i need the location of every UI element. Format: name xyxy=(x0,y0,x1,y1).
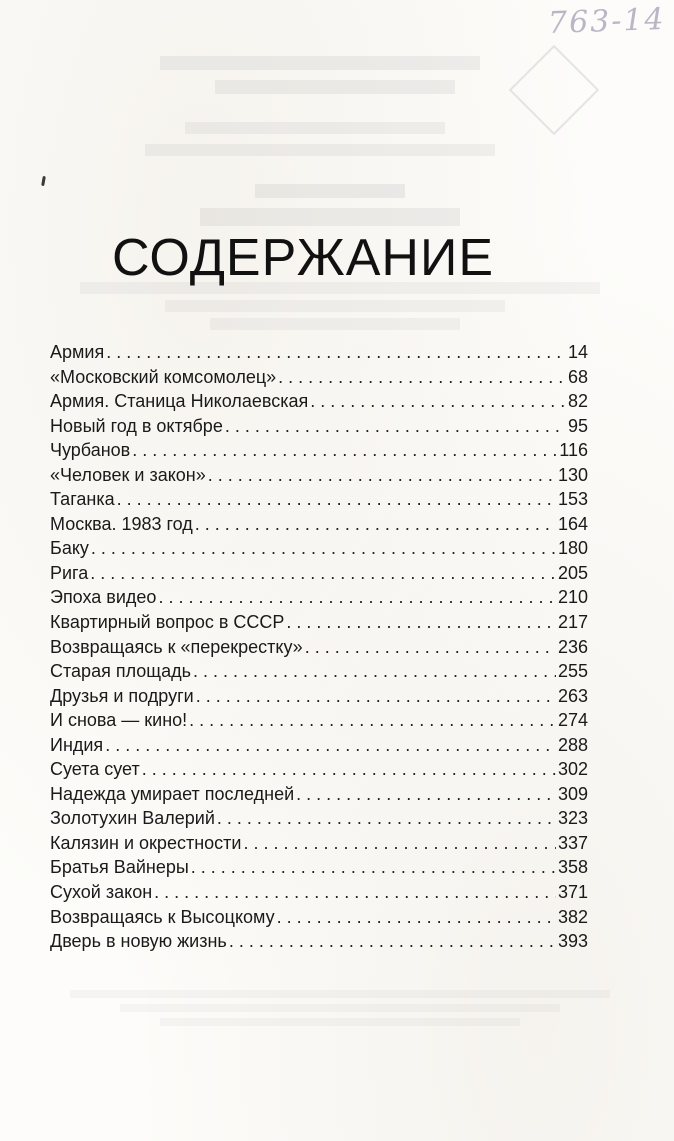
dot-leader xyxy=(154,880,556,904)
toc-entry-title: «Человек и закон» xyxy=(50,464,206,485)
toc-entry xyxy=(50,880,588,905)
dot-leader xyxy=(189,708,556,732)
toc-entry xyxy=(50,855,588,880)
toc-entry-page-number: 205 xyxy=(557,562,588,583)
toc-entry-page-number: 217 xyxy=(557,612,588,633)
dot-leader xyxy=(229,929,556,953)
toc-entry-page-number: 68 xyxy=(567,366,588,387)
toc-entry-page-number: 153 xyxy=(557,489,588,510)
toc-entry-title: Рига xyxy=(50,562,89,583)
toc-entry xyxy=(50,733,588,758)
toc-entry-title: Армия. Станица Николаевская xyxy=(50,391,309,412)
toc-entry xyxy=(50,782,588,807)
toc-entry xyxy=(50,536,588,561)
toc-entry-page-number: 263 xyxy=(557,685,588,706)
dot-leader xyxy=(106,340,566,364)
toc-entry xyxy=(50,585,588,610)
toc-entry-page-number: 309 xyxy=(557,783,588,804)
dot-leader xyxy=(296,782,556,806)
toc-entry-page-number: 164 xyxy=(557,513,588,534)
toc-entry xyxy=(50,389,588,414)
toc-entry-page-number: 14 xyxy=(567,342,588,362)
toc-entry-page-number: 255 xyxy=(557,661,588,682)
toc-entry xyxy=(50,438,588,463)
toc-entry-title: «Московский комсомолец» xyxy=(50,366,277,387)
page-title: СОДЕРЖАНИЕ xyxy=(112,229,495,287)
toc-entry-title: Дверь в новую жизнь xyxy=(50,931,227,952)
toc-entry-page-number: 82 xyxy=(567,391,588,412)
table-of-contents xyxy=(50,340,588,954)
dot-leader xyxy=(91,536,556,560)
dot-leader xyxy=(217,806,556,830)
toc-entry-title: Армия xyxy=(50,342,105,362)
dot-leader xyxy=(278,365,566,389)
dot-leader xyxy=(310,389,566,413)
toc-entry-page-number: 95 xyxy=(567,415,588,436)
toc-entry-title: Баку xyxy=(50,538,89,559)
dot-leader xyxy=(117,487,556,511)
toc-entry-page-number: 274 xyxy=(557,710,588,731)
toc-entry-title: Друзья и подруги xyxy=(50,685,194,706)
toc-entry-title: Возвращаясь к Высоцкому xyxy=(50,906,275,927)
toc-entry xyxy=(50,684,588,709)
toc-entry xyxy=(50,365,588,390)
toc-entry xyxy=(50,929,588,954)
toc-entry-title: Старая площадь xyxy=(50,661,191,682)
toc-entry-page-number: 130 xyxy=(557,464,588,485)
toc-entry xyxy=(50,561,588,586)
toc-entry xyxy=(50,512,588,537)
toc-entry-title: Москва. 1983 год xyxy=(50,513,193,534)
dot-leader xyxy=(142,757,556,781)
dot-leader xyxy=(277,905,556,929)
toc-entry xyxy=(50,757,588,782)
dot-leader xyxy=(132,438,557,462)
toc-entry-title: Индия xyxy=(50,734,104,755)
toc-entry xyxy=(50,635,588,660)
toc-entry-page-number: 382 xyxy=(557,906,588,927)
toc-entry-title: Золотухин Валерий xyxy=(50,808,215,829)
dot-leader xyxy=(286,610,556,634)
toc-entry-title: Чурбанов xyxy=(50,440,131,461)
toc-entry-page-number: 371 xyxy=(557,882,588,903)
toc-entry-page-number: 288 xyxy=(557,734,588,755)
toc-entry-title: Сухой закон xyxy=(50,882,153,903)
dot-leader xyxy=(196,684,556,708)
toc-entry-page-number: 323 xyxy=(557,808,588,829)
ink-speck xyxy=(41,176,46,186)
toc-entry-title: Братья Вайнеры xyxy=(50,857,189,878)
toc-entry-title: Эпоха видео xyxy=(50,587,157,608)
toc-entry-title: Таганка xyxy=(50,489,115,510)
toc-entry xyxy=(50,708,588,733)
toc-entry xyxy=(50,831,588,856)
toc-entry xyxy=(50,414,588,439)
toc-entry xyxy=(50,487,588,512)
toc-entry-title: Новый год в октябре xyxy=(50,415,223,436)
toc-entry-title: Возвращаясь к «перекрестку» xyxy=(50,636,303,657)
toc-entry-title: И снова — кино! xyxy=(50,710,188,731)
toc-entry-page-number: 358 xyxy=(557,857,588,878)
toc-entry-page-number: 116 xyxy=(559,440,588,461)
toc-entry xyxy=(50,905,588,930)
toc-entry-page-number: 302 xyxy=(557,759,588,780)
toc-entry xyxy=(50,659,588,684)
age-rating-badge-shadow xyxy=(509,45,600,136)
dot-leader xyxy=(225,414,566,438)
toc-entry-page-number: 337 xyxy=(557,832,588,853)
dot-leader xyxy=(305,635,556,659)
dot-leader xyxy=(90,561,556,585)
toc-entry xyxy=(50,806,588,831)
toc-entry-title: Суета сует xyxy=(50,759,140,780)
toc-entry-title: Надежда умирает последней xyxy=(50,783,295,804)
toc-entry xyxy=(50,463,588,488)
dot-leader xyxy=(191,855,556,879)
dot-leader xyxy=(208,463,556,487)
dot-leader xyxy=(243,831,556,855)
dot-leader xyxy=(105,733,556,757)
toc-entry-title: Квартирный вопрос в СССР xyxy=(50,612,285,633)
handwritten-pencil-mark: 763-14 xyxy=(547,1,667,42)
dot-leader xyxy=(193,659,556,683)
toc-entry-page-number: 210 xyxy=(557,587,588,608)
toc-entry-page-number: 393 xyxy=(557,931,588,952)
toc-entry xyxy=(50,340,588,365)
dot-leader xyxy=(158,585,556,609)
toc-entry-title: Калязин и окрестности xyxy=(50,832,242,853)
dot-leader xyxy=(195,512,556,536)
toc-entry xyxy=(50,610,588,635)
toc-entry-page-number: 180 xyxy=(557,538,588,559)
toc-entry-page-number: 236 xyxy=(557,636,588,657)
